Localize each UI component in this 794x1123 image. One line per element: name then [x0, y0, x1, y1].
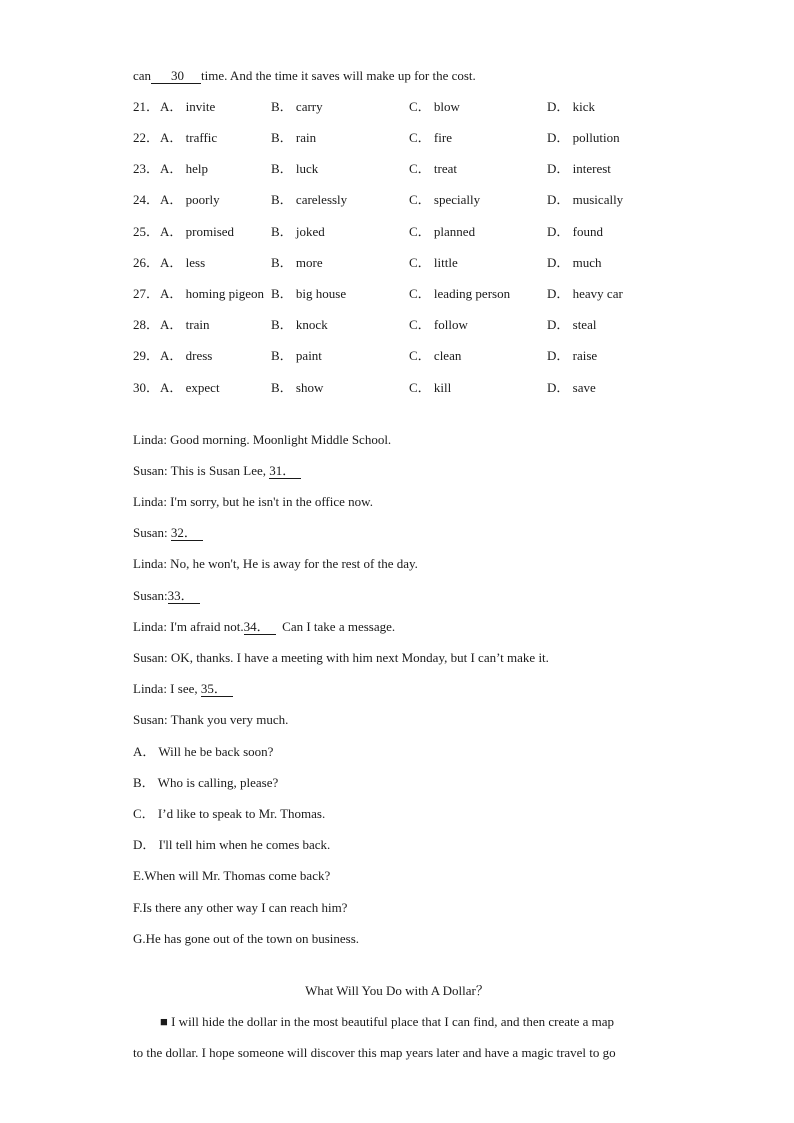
answer-option-e: E.When will Mr. Thomas come back? [133, 868, 331, 883]
option-b: B． luck [271, 161, 319, 176]
option-a: A． train [160, 317, 210, 332]
question-number: 22． [133, 130, 160, 145]
dialogue-line [133, 556, 418, 572]
option-b: B． big house [271, 286, 347, 301]
passage-line-1: ■ I will hide the dollar in the most beautiful place that I can find, and then create a map [160, 1014, 615, 1029]
dialogue-line [133, 619, 395, 635]
answer-option-b: B． Who is calling, please? [133, 775, 279, 790]
dialogue-text: Susan: [133, 588, 168, 603]
dialogue-text-after: Can I take a message. [275, 619, 396, 634]
blank-30: 30 [151, 69, 201, 84]
passage-line-2: to the dollar. I hope someone will discover this map years later and have a magic travel to go [133, 1045, 616, 1060]
blank-35: 35． [201, 682, 233, 697]
question-number: 29． [133, 348, 160, 363]
option-d: D． found [547, 224, 603, 239]
option-c: C． leading person [409, 286, 511, 301]
cloze-intro-line [133, 68, 476, 84]
option-d: D． save [547, 380, 596, 395]
blank-34: 34． [244, 620, 276, 635]
answer-option-g: G.He has gone out of the town on business. [133, 931, 360, 946]
dialogue-line [133, 525, 203, 541]
option-a: A． homing pigeon [160, 286, 264, 301]
option-d: D． musically [547, 192, 624, 207]
question-number: 25． [133, 224, 160, 239]
answer-option-d: D． I'll tell him when he comes back. [133, 837, 331, 852]
blank-32: 32． [171, 526, 203, 541]
option-b: B． rain [271, 130, 317, 145]
dialogue-text: Linda: Good morning. Moonlight Middle School. [133, 432, 392, 447]
dialogue-text: Susan: OK, thanks. I have a meeting with him next Monday, but I can’t make it. [133, 650, 549, 665]
question-number: 26． [133, 255, 160, 270]
dialogue-text: Susan: Thank you very much. [133, 712, 289, 727]
intro-prefix: can [133, 68, 152, 83]
option-d: D． heavy car [547, 286, 623, 301]
dialogue-line [133, 681, 233, 697]
answer-option-a: A． Will he be back soon? [133, 744, 274, 759]
question-number: 30． [133, 380, 160, 395]
option-c: C． clean [409, 348, 462, 363]
option-b: B． paint [271, 348, 322, 363]
option-a: A． expect [160, 380, 220, 395]
option-b: B． show [271, 380, 324, 395]
option-c: C． treat [409, 161, 458, 176]
option-d: D． raise [547, 348, 598, 363]
passage-title: What Will You Do with A Dollar？ [305, 983, 489, 998]
option-a: A． invite [160, 99, 216, 114]
option-c: C． planned [409, 224, 476, 239]
option-a: A． dress [160, 348, 213, 363]
dialogue-line [133, 650, 549, 666]
option-c: C． specially [409, 192, 481, 207]
answer-option-c: C． I’d like to speak to Mr. Thomas. [133, 806, 326, 821]
option-d: D． kick [547, 99, 596, 114]
option-a: A． traffic [160, 130, 218, 145]
option-a: A． promised [160, 224, 235, 239]
option-a: A． help [160, 161, 209, 176]
dialogue-line [133, 494, 373, 510]
option-b: B． more [271, 255, 323, 270]
answer-option-f: F.Is there any other way I can reach him? [133, 900, 348, 915]
option-c: C． blow [409, 99, 460, 114]
question-number: 28． [133, 317, 160, 332]
intro-suffix: time. And the time it saves will make up for the cost. [201, 68, 476, 83]
option-b: B． knock [271, 317, 328, 332]
blank-31: 31． [269, 464, 301, 479]
option-c: C． little [409, 255, 458, 270]
question-number: 21． [133, 99, 160, 114]
dialogue-line [133, 588, 200, 604]
dialogue-text: Susan: [133, 525, 171, 540]
option-a: A． poorly [160, 192, 220, 207]
option-b: B． carelessly [271, 192, 348, 207]
question-number: 24． [133, 192, 160, 207]
question-number: 27． [133, 286, 160, 301]
dialogue-text: Linda: I see, [133, 681, 201, 696]
option-d: D． much [547, 255, 602, 270]
option-c: C． follow [409, 317, 468, 332]
dialogue-text: Linda: No, he won't, He is away for the rest of the day. [133, 556, 418, 571]
dialogue-line [133, 712, 288, 728]
blank-33: 33． [168, 589, 200, 604]
dialogue-text: Linda: I'm afraid not. [133, 619, 244, 634]
option-a: A． less [160, 255, 206, 270]
option-d: D． pollution [547, 130, 620, 145]
option-d: D． interest [547, 161, 611, 176]
dialogue-line [133, 463, 301, 479]
option-c: C． fire [409, 130, 452, 145]
option-b: B． carry [271, 99, 323, 114]
dialogue-text: Susan: This is Susan Lee, [133, 463, 270, 478]
option-b: B． joked [271, 224, 325, 239]
option-c: C． kill [409, 380, 452, 395]
dialogue-text: Linda: I'm sorry, but he isn't in the office now. [133, 494, 373, 509]
question-number: 23． [133, 161, 160, 176]
dialogue-line [133, 432, 391, 448]
option-d: D． steal [547, 317, 597, 332]
